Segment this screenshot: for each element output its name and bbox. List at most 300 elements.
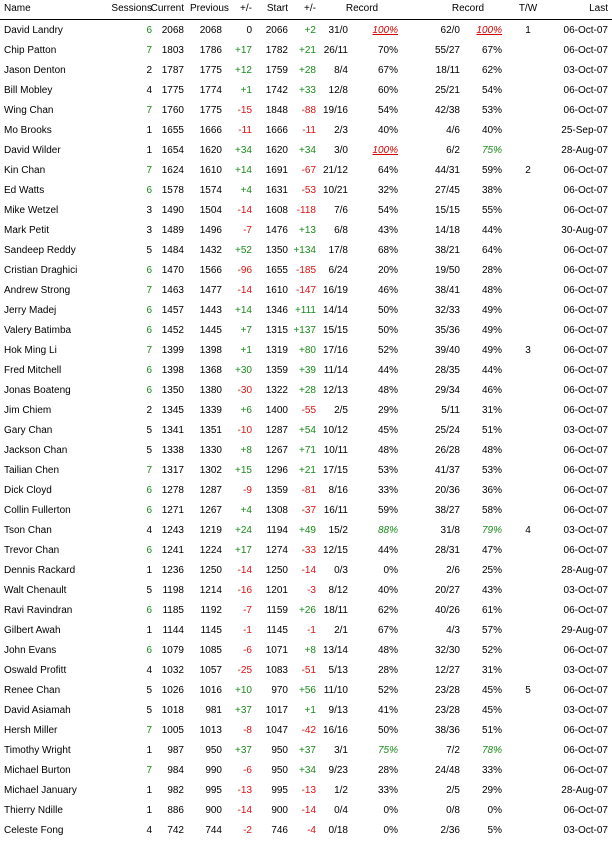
table-row: [0, 380, 612, 400]
cell-last: 06-Oct-07: [563, 345, 608, 356]
cell-pct-1: 88%: [377, 525, 398, 536]
cell-pct-1: 50%: [377, 725, 398, 736]
cell-pct-2: 36%: [481, 485, 502, 496]
cell-change: -13: [237, 785, 252, 796]
cell-pct-1: 32%: [377, 185, 398, 196]
cell-name: Jim Chiem: [4, 405, 52, 416]
cell-last: 06-Oct-07: [563, 685, 608, 696]
cell-name: Sandeep Reddy: [4, 245, 76, 256]
cell-last: 06-Oct-07: [563, 305, 608, 316]
table-row: [0, 20, 612, 40]
cell-name: John Evans: [4, 645, 57, 656]
cell-name: Ed Watts: [4, 185, 45, 196]
cell-last: 06-Oct-07: [563, 365, 608, 376]
cell-name: Collin Fullerton: [4, 505, 71, 516]
cell-pct-1: 52%: [377, 685, 398, 696]
table-row: [0, 660, 612, 680]
cell-previous: 1330: [199, 445, 222, 456]
cell-total: +34: [299, 145, 316, 156]
cell-sessions: 6: [146, 365, 152, 376]
cell-last: 03-Oct-07: [563, 425, 608, 436]
cell-current: 1760: [161, 105, 184, 116]
cell-start: 1267: [265, 445, 288, 456]
cell-record-2: 55/27: [434, 45, 460, 56]
cell-pct-1: 0%: [383, 805, 398, 816]
cell-last: 06-Oct-07: [563, 745, 608, 756]
cell-pct-1: 40%: [377, 585, 398, 596]
cell-pct-1: 46%: [377, 285, 398, 296]
cell-last: 06-Oct-07: [563, 485, 608, 496]
cell-pct-2: 45%: [481, 685, 502, 696]
cell-pct-1: 70%: [377, 45, 398, 56]
cell-record-2: 35/36: [434, 325, 460, 336]
cell-record-1: 0/4: [334, 805, 348, 816]
cell-start: 1359: [265, 365, 288, 376]
cell-change: -11: [238, 125, 252, 136]
col-change: +/-: [240, 3, 252, 14]
cell-current: 1624: [161, 165, 184, 176]
cell-current: 1654: [161, 145, 184, 156]
cell-name: Wing Chan: [4, 105, 54, 116]
cell-current: 1345: [161, 405, 184, 416]
cell-previous: 1339: [199, 405, 222, 416]
cell-current: 1803: [161, 45, 184, 56]
cell-pct-1: 0%: [383, 825, 398, 836]
cell-current: 1198: [162, 585, 184, 596]
cell-record-2: 25/21: [434, 85, 460, 96]
cell-record-2: 20/36: [434, 485, 460, 496]
cell-current: 1241: [161, 545, 184, 556]
cell-last: 28-Aug-07: [561, 565, 608, 576]
cell-record-1: 6/8: [334, 225, 348, 236]
cell-record-1: 10/21: [322, 185, 348, 196]
cell-pct-2: 54%: [481, 85, 502, 96]
cell-record-2: 14/18: [434, 225, 460, 236]
cell-pct-2: 5%: [487, 825, 502, 836]
cell-change: -14: [237, 205, 252, 216]
cell-pct-1: 28%: [377, 765, 398, 776]
cell-total: +28: [299, 385, 316, 396]
cell-pct-2: 0%: [487, 805, 502, 816]
cell-previous: 900: [205, 805, 222, 816]
cell-previous: 1145: [200, 625, 222, 636]
col-previous: Previous: [190, 3, 229, 14]
col-sessions: Sessions: [111, 3, 152, 14]
cell-current: 1463: [161, 285, 184, 296]
cell-pct-2: 58%: [481, 505, 502, 516]
cell-change: +52: [235, 245, 252, 256]
col-start: Start: [266, 3, 288, 14]
cell-last: 03-Oct-07: [563, 825, 608, 836]
cell-current: 742: [167, 825, 184, 836]
cell-total: +13: [299, 225, 316, 236]
cell-change: +7: [240, 325, 252, 336]
cell-total: -67: [301, 165, 316, 176]
cell-change: +8: [240, 445, 252, 456]
cell-current: 1185: [162, 605, 184, 616]
cell-record-2: 4/6: [446, 125, 460, 136]
cell-pct-2: 49%: [481, 325, 502, 336]
cell-name: Jerry Madej: [4, 305, 57, 316]
cell-name: Walt Chenault: [4, 585, 67, 596]
cell-total: -42: [301, 725, 316, 736]
cell-total: -37: [301, 505, 316, 516]
cell-change: +37: [235, 705, 252, 716]
cell-change: -15: [237, 105, 252, 116]
cell-record-2: 20/27: [434, 585, 460, 596]
cell-pct-2: 49%: [481, 345, 502, 356]
cell-total: +111: [294, 305, 316, 316]
cell-start: 1631: [265, 185, 288, 196]
cell-sessions: 3: [146, 205, 152, 216]
cell-total: -88: [301, 105, 316, 116]
cell-sessions: 7: [146, 285, 152, 296]
cell-pct-1: 54%: [377, 205, 398, 216]
cell-change: 0: [246, 25, 252, 36]
cell-pct-2: 79%: [481, 525, 502, 536]
cell-record-2: 39/40: [434, 345, 460, 356]
cell-total: +33: [299, 85, 316, 96]
cell-change: -8: [243, 725, 252, 736]
cell-change: -16: [237, 585, 252, 596]
cell-record-1: 18/11: [323, 605, 348, 616]
cell-name: Dick Cloyd: [4, 485, 52, 496]
cell-pct-2: 78%: [481, 745, 502, 756]
cell-sessions: 1: [146, 125, 152, 136]
table-body: [0, 20, 612, 840]
cell-last: 06-Oct-07: [563, 725, 608, 736]
cell-start: 1315: [265, 325, 288, 336]
cell-change: +1: [240, 345, 252, 356]
cell-record-2: 38/21: [434, 245, 460, 256]
cell-previous: 1192: [200, 605, 222, 616]
cell-current: 1032: [161, 665, 184, 676]
cell-change: -14: [237, 805, 252, 816]
cell-sessions: 6: [146, 185, 152, 196]
cell-previous: 1224: [199, 545, 222, 556]
table-row: [0, 740, 612, 760]
cell-last: 06-Oct-07: [563, 25, 608, 36]
cell-tw: 2: [525, 165, 531, 176]
table-row: [0, 280, 612, 300]
cell-record-1: 2/5: [334, 405, 348, 416]
cell-pct-2: 31%: [481, 665, 502, 676]
cell-start: 1608: [265, 205, 288, 216]
table-row: [0, 520, 612, 540]
cell-start: 950: [271, 745, 288, 756]
cell-change: +6: [240, 405, 252, 416]
cell-name: Celeste Fong: [4, 825, 64, 836]
cell-record-2: 38/41: [434, 285, 460, 296]
cell-start: 1400: [265, 405, 288, 416]
cell-current: 1236: [161, 565, 184, 576]
cell-change: -6: [243, 645, 252, 656]
cell-name: Timothy Wright: [4, 745, 71, 756]
cell-start: 1476: [265, 225, 288, 236]
cell-record-2: 2/6: [446, 565, 460, 576]
table-row: [0, 460, 612, 480]
cell-name: Andrew Strong: [4, 285, 71, 296]
cell-pct-2: 46%: [481, 385, 502, 396]
cell-record-1: 2/3: [334, 125, 348, 136]
cell-previous: 995: [205, 785, 222, 796]
cell-last: 06-Oct-07: [563, 245, 608, 256]
cell-total: -81: [301, 485, 316, 496]
cell-name: Hok Ming Li: [4, 345, 57, 356]
cell-start: 1848: [265, 105, 288, 116]
cell-current: 1775: [161, 85, 184, 96]
cell-previous: 1775: [199, 105, 222, 116]
table-row: [0, 40, 612, 60]
cell-record-1: 17/15: [322, 465, 348, 476]
cell-record-1: 21/12: [322, 165, 348, 176]
cell-sessions: 6: [146, 25, 152, 36]
cell-previous: 1085: [199, 645, 222, 656]
cell-record-1: 6/24: [328, 265, 348, 276]
cell-record-1: 14/14: [322, 305, 348, 316]
cell-previous: 950: [205, 745, 222, 756]
cell-pct-2: 51%: [481, 725, 502, 736]
cell-record-2: 38/36: [434, 725, 460, 736]
cell-pct-2: 47%: [481, 545, 502, 556]
cell-total: -185: [295, 265, 316, 276]
cell-record-1: 1/2: [334, 785, 348, 796]
cell-total: +137: [293, 325, 316, 336]
cell-previous: 1267: [199, 505, 222, 516]
cell-pct-2: 64%: [481, 245, 502, 256]
cell-total: +26: [299, 605, 316, 616]
cell-record-2: 15/15: [434, 205, 460, 216]
cell-record-1: 11/10: [323, 685, 348, 696]
cell-total: +54: [299, 425, 316, 436]
cell-total: +28: [299, 65, 316, 76]
cell-start: 1083: [265, 665, 288, 676]
cell-record-2: 29/34: [434, 385, 460, 396]
cell-pct-1: 48%: [377, 645, 398, 656]
cell-current: 1398: [161, 365, 184, 376]
cell-sessions: 5: [146, 685, 152, 696]
cell-current: 1278: [161, 485, 184, 496]
cell-pct-1: 41%: [377, 705, 398, 716]
cell-name: Michael Burton: [4, 765, 71, 776]
table-row: [0, 400, 612, 420]
cell-current: 1144: [162, 625, 184, 636]
cell-change: +10: [235, 685, 252, 696]
cell-record-1: 12/15: [322, 545, 348, 556]
table-row: [0, 80, 612, 100]
cell-current: 1026: [161, 685, 184, 696]
cell-record-2: 28/35: [434, 365, 460, 376]
cell-previous: 1302: [199, 465, 222, 476]
cell-record-1: 12/13: [322, 385, 348, 396]
cell-current: 1578: [161, 185, 184, 196]
cell-current: 1787: [161, 65, 184, 76]
cell-record-2: 62/0: [440, 25, 460, 36]
cell-record-1: 17/16: [322, 345, 348, 356]
cell-record-2: 2/5: [446, 785, 460, 796]
cell-previous: 1250: [199, 565, 222, 576]
cell-total: -1: [307, 625, 316, 636]
cell-name: Tailian Chen: [4, 465, 60, 476]
cell-sessions: 1: [146, 785, 152, 796]
cell-record-1: 0/3: [334, 565, 348, 576]
cell-total: +21: [299, 45, 316, 56]
cell-current: 1317: [161, 465, 184, 476]
cell-pct-1: 62%: [377, 605, 398, 616]
cell-name: Michael January: [4, 785, 77, 796]
cell-record-2: 25/24: [434, 425, 460, 436]
cell-current: 987: [167, 745, 184, 756]
cell-pct-1: 59%: [377, 505, 398, 516]
cell-record-1: 2/1: [334, 625, 348, 636]
cell-last: 06-Oct-07: [563, 645, 608, 656]
cell-record-1: 13/14: [322, 645, 348, 656]
table-row: [0, 820, 612, 840]
cell-pct-2: 31%: [481, 405, 502, 416]
cell-last: 06-Oct-07: [563, 385, 608, 396]
cell-pct-1: 50%: [377, 305, 398, 316]
cell-name: Thierry Ndille: [4, 805, 63, 816]
cell-pct-2: 67%: [481, 45, 502, 56]
cell-pct-1: 54%: [377, 105, 398, 116]
cell-change: +14: [235, 305, 252, 316]
cell-sessions: 6: [146, 645, 152, 656]
cell-current: 1399: [161, 345, 184, 356]
cell-name: Kin Chan: [4, 165, 46, 176]
cell-last: 06-Oct-07: [563, 285, 608, 296]
cell-previous: 1445: [199, 325, 222, 336]
cell-start: 1296: [265, 465, 288, 476]
cell-current: 1484: [161, 245, 184, 256]
cell-start: 1691: [265, 165, 288, 176]
cell-pct-2: 44%: [481, 225, 502, 236]
cell-start: 1047: [265, 725, 288, 736]
cell-start: 900: [271, 805, 288, 816]
cell-previous: 1380: [199, 385, 222, 396]
cell-total: -13: [301, 785, 316, 796]
cell-total: -53: [301, 185, 316, 196]
cell-previous: 1368: [199, 365, 222, 376]
cell-pct-2: 53%: [481, 105, 502, 116]
cell-start: 1071: [265, 645, 288, 656]
cell-start: 1742: [265, 85, 288, 96]
cell-start: 1359: [265, 485, 288, 496]
cell-change: +30: [235, 365, 252, 376]
cell-total: -147: [295, 285, 316, 296]
cell-record-1: 11/14: [323, 365, 348, 376]
cell-record-2: 5/11: [441, 405, 460, 416]
cell-record-1: 9/13: [328, 705, 348, 716]
cell-name: Valery Batimba: [4, 325, 72, 336]
table-row: [0, 240, 612, 260]
cell-previous: 1620: [199, 145, 222, 156]
cell-pct-1: 0%: [383, 565, 398, 576]
cell-record-2: 31/8: [440, 525, 460, 536]
cell-start: 1159: [266, 605, 288, 616]
cell-name: Mike Wetzel: [4, 205, 59, 216]
table-row: [0, 700, 612, 720]
cell-pct-1: 44%: [377, 545, 398, 556]
cell-change: +12: [235, 65, 252, 76]
cell-sessions: 4: [146, 825, 152, 836]
cell-change: +1: [240, 85, 252, 96]
cell-record-2: 27/45: [434, 185, 460, 196]
cell-change: -2: [243, 825, 252, 836]
cell-previous: 990: [205, 765, 222, 776]
table-row: [0, 120, 612, 140]
cell-pct-1: 33%: [377, 485, 398, 496]
cell-name: Jackson Chan: [4, 445, 68, 456]
cell-total: +34: [299, 765, 316, 776]
cell-sessions: 7: [146, 45, 152, 56]
cell-pct-1: 40%: [377, 125, 398, 136]
cell-pct-2: 33%: [481, 765, 502, 776]
cell-name: Bill Mobley: [4, 85, 53, 96]
cell-previous: 981: [205, 705, 222, 716]
cell-sessions: 3: [146, 225, 152, 236]
table-row: [0, 180, 612, 200]
cell-current: 1018: [161, 705, 184, 716]
table-header: [0, 0, 612, 20]
cell-record-1: 7/6: [334, 205, 348, 216]
col-record-1: Record: [345, 3, 379, 14]
cell-total: +49: [299, 525, 316, 536]
cell-pct-2: 25%: [481, 565, 502, 576]
cell-sessions: 6: [146, 325, 152, 336]
cell-record-2: 32/33: [434, 305, 460, 316]
cell-last: 28-Aug-07: [561, 785, 608, 796]
cell-start: 1655: [265, 265, 288, 276]
cell-record-2: 38/27: [434, 505, 460, 516]
cell-change: +37: [235, 745, 252, 756]
cell-sessions: 7: [146, 465, 152, 476]
cell-pct-1: 67%: [377, 625, 398, 636]
cell-pct-2: 59%: [481, 165, 502, 176]
table-row: [0, 620, 612, 640]
cell-record-2: 32/30: [434, 645, 460, 656]
cell-record-2: 41/37: [434, 465, 460, 476]
cell-previous: 744: [205, 825, 222, 836]
cell-change: +14: [235, 165, 252, 176]
cell-start: 1346: [265, 305, 288, 316]
table-row: [0, 160, 612, 180]
cell-sessions: 1: [146, 145, 152, 156]
cell-record-1: 5/13: [328, 665, 348, 676]
cell-pct-2: 49%: [481, 305, 502, 316]
cell-pct-1: 48%: [377, 385, 398, 396]
cell-record-1: 26/11: [323, 45, 348, 56]
cell-start: 1620: [265, 145, 288, 156]
cell-start: 1201: [265, 585, 288, 596]
cell-record-2: 23/28: [434, 705, 460, 716]
cell-current: 1338: [161, 445, 184, 456]
table-row: [0, 100, 612, 120]
cell-start: 1250: [265, 565, 288, 576]
cell-start: 1308: [265, 505, 288, 516]
cell-tw: 5: [525, 685, 531, 696]
cell-pct-1: 67%: [377, 65, 398, 76]
cell-total: +134: [293, 245, 316, 256]
cell-sessions: 6: [146, 545, 152, 556]
cell-total: -4: [307, 825, 316, 836]
cell-last: 03-Oct-07: [563, 65, 608, 76]
cell-pct-2: 28%: [481, 265, 502, 276]
col-current: Current: [150, 3, 184, 14]
cell-start: 950: [271, 765, 288, 776]
cell-sessions: 5: [146, 245, 152, 256]
cell-pct-2: 61%: [481, 605, 502, 616]
cell-total: -33: [301, 545, 316, 556]
